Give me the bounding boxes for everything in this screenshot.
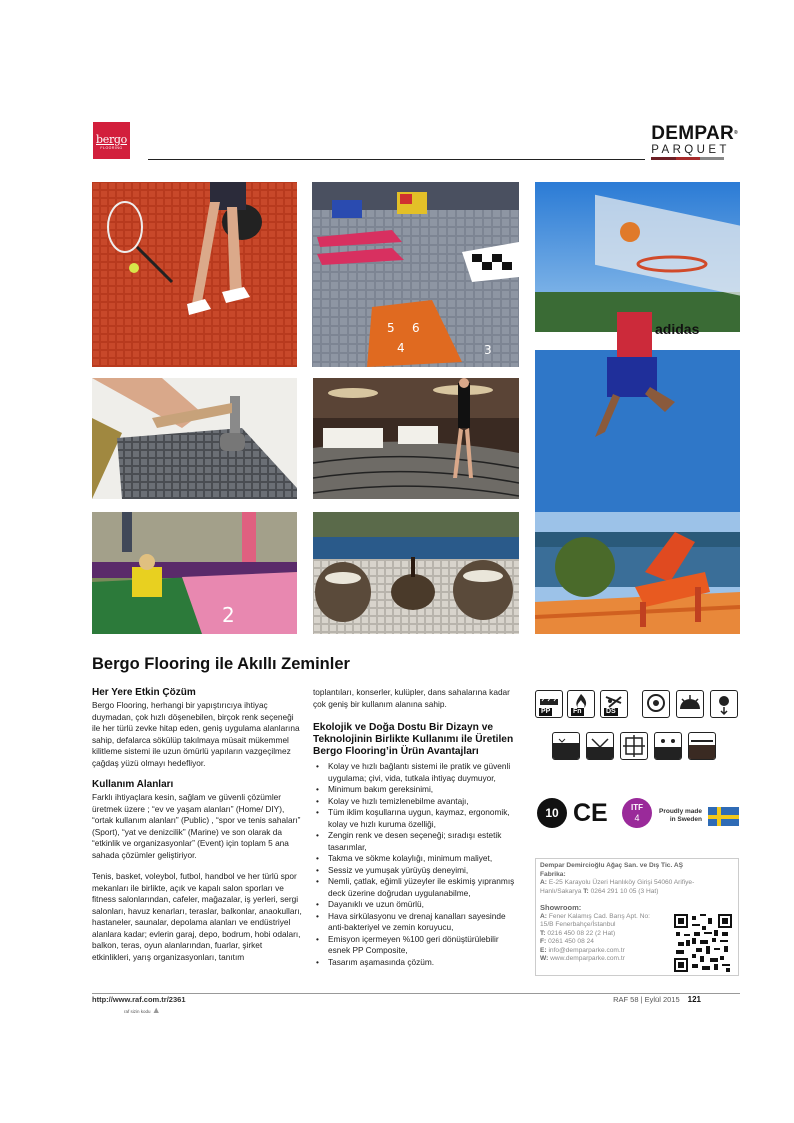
slip-icon [654,732,682,760]
article-column-2 [313,687,523,968]
dempar-logo-sub: PARQUET [651,144,730,156]
photo-pool-patio [313,512,519,634]
advantage-item: • Takma ve sökme kolaylığı, minimum maliyet, [313,853,523,865]
qr-code-icon [674,914,732,972]
factory-address: A: E-25 Karayolu Üzeri Hanlıköy Girişi 54060 Arifiye-Hanlı/Sakarya T: 0264 291 10 05 (3 Hat) [540,879,695,895]
section-heading-kullanim: Kullanım Alanları [92,779,174,790]
advantage-item: • Tasarım aşamasında çözüm. [313,957,523,969]
sports-event-image [92,512,297,634]
company-name: Dempar Demircioğlu Ağaç San. ve Dış Tic. AŞ [540,862,684,869]
photo-installing-tiles [92,378,297,499]
showroom-label: Showroom: [540,903,582,912]
tile-install-image [92,378,297,499]
svg-text:2: 2 [222,603,235,627]
page-number: 121 [687,995,701,1004]
header-divider [148,159,645,160]
dempar-color-bar [651,157,724,160]
photo-event-hall [313,378,519,499]
sweden-flag-icon [708,807,739,826]
event-hall-image [313,378,519,499]
dempar-logo-text: DEMPAR [651,123,735,144]
sun-icon [676,690,704,718]
advantage-item: • Kolay ve hızlı bağlantı sistemi ile pratik ve güvenli uygulama; çivi, vida, tutkala ihtiyaç duymuyor, [313,761,523,784]
showroom-email: E: info@demparparke.com.tr [540,946,625,954]
svg-text:3: 3 [484,343,492,357]
svg-text:6: 6 [412,321,420,335]
photo-tennis-court [92,182,297,367]
advantage-item: • Emisyon içermeyen %100 geri dönüştürülebilir esnek PP Composite, [313,934,523,957]
advantage-item: • Minimum bakım gereksinimi, [313,784,523,796]
footer-issue: RAF 58 | Eylül 2015 121 [613,995,701,1004]
advantage-item: • Zengin renk ve desen seçeneği; sıradışı estetik tasarımlar, [313,830,523,853]
lakeside-chair-image [535,512,740,634]
photo-lakeside-chair [535,512,740,634]
arrow-up-icon: ▲ [151,1005,161,1015]
col2-intro-text: toplantıları, konserler, kulüpler, dans sahalarına kadar çok geniş bir kullanım alanına sahip. [313,687,510,709]
bergo-logo: bergo FLOORING [93,122,130,159]
contact-box [535,858,739,976]
registered-mark: ® [734,130,738,136]
wear-icon [642,690,670,718]
showroom-web: W: www.demparparke.com.tr [540,955,625,962]
advantage-item: • Nemli, çatlak, eğimli yüzeyler ile eskimiş yıpranmış deck üzerine doğrudan uygulanabilme, [313,876,523,899]
section-heading-her-yere: Her Yere Etkin Çözüm [92,687,196,698]
pool-patio-image [313,512,519,634]
footer-url[interactable]: http://www.raf.com.tr/2361 [92,995,186,1004]
advantages-list [313,761,523,968]
tennis-court-image [92,182,297,367]
svg-text:4: 4 [397,341,405,355]
temperature-icon [710,690,738,718]
showroom-phone: T: 0216 450 08 22 (2 Hat) [540,929,616,937]
warranty-badge: 10 [537,798,567,828]
showroom-address: A: Fener Kalamış Cad. Barış Apt. No: 15/B Fenerbahçe/İstanbul [540,912,650,928]
factory-label: Fabrika: [540,870,566,878]
section-text-her-yere: Bergo Flooring, herhangi bir yapıştırıcıya ihtiyaç duymadan, çok hızlı döşenebilen, birçok renk seçeneği ile her türlü zevke hitap eden, geniş uygulama alanlarına sahip, defalarca sökülüp takılmaya müsait mükemmel kilitleme sistemi ile uzun ömürlü yapıların vazgeçilmez çağdaş yüzü olmayı hedefliyor. [92,700,300,768]
grip-icon [688,732,716,760]
fire-icon: Fn [567,690,595,718]
ds-icon: DS [600,690,628,718]
section-text-kullanim-2: Tenis, basket, voleybol, futbol, handbol ve her türlü spor mekanları ile birlikte, açık ve kapalı salon sporları ve fitness salonlarından, cafeler, mağazalar, iş yerleri, sergi salonları, havuz kenarları, teraslar, balkonlar, anaokulları, hastaneler, saunalar, depolama alanları ve endüstriyel alanlara kadar; evlerin garaj, depo, bodrum, hobi odaları, balkon, teras, oyun alanlarından, fuarlar, şirket etkinlikleri, yarış organizasyonları, tanıtım [92,871,302,962]
itf-badge: ITF 4 [622,798,652,828]
advantage-item: • Dayanıklı ve uzun ömürlü, [313,899,523,911]
dempar-logo [651,124,738,160]
svg-text:adidas: adidas [655,321,700,337]
pp-icon: PP [535,690,563,718]
article-title: Bergo Flooring ile Akıllı Zeminler [92,655,350,673]
advantage-item: • Tüm iklim koşullarına uygun, kaymaz, ergonomik, kolay ve hızlı kuruma özelliği, [313,807,523,830]
photo-kids-play-court [312,182,519,367]
advantage-item: • Sessiz ve yumuşak yürüyüş deneyimi, [313,865,523,877]
footer-divider [92,993,740,994]
drainage-icon [552,732,580,760]
made-in-sweden-text: Proudly made in Sweden [659,808,702,823]
svg-text:5: 5 [387,321,395,335]
kids-court-image [312,182,519,367]
ce-mark-icon: CE [573,799,608,827]
advantage-item: • Hava sirkülasyonu ve drenaj kanalları sayesinde anti-bakteriyel ve zemin koruyucu, [313,911,523,934]
section-heading-advantages: Ekolojik ve Doğa Dostu Bir Dizayn ve Teknolojinin Birlikte Kullanımı ile Üretilen Bergo Flooring’in Ürün Avantajları [313,722,514,757]
photo-sports-event [92,512,297,634]
section-text-kullanim: Farklı ihtiyaçlara kesin, sağlam ve güvenli çözümler üretmek üzere ; “ev ve yaşam alanları” (Home/ DIY), “ortak kullanım alanları” (Public) , “spor ve tenis sahaları” (Sport), “yat ve denizcilik” (Marine) ve son olarak da “etkinlik ve organizasyonlar” (Event) için toplam 5 ana sahada çözümler geliştiriyor. [92,792,301,860]
footer-url-sub: raf sizin kodu ▲ [124,1005,161,1015]
expansion-icon [620,732,648,760]
advantage-item: • Kolay ve hızlı temizlenebilme avantajı, [313,796,523,808]
article-column-1 [92,687,302,973]
showroom-fax: F: 0261 450 08 24 [540,938,594,945]
flex-icon [586,732,614,760]
